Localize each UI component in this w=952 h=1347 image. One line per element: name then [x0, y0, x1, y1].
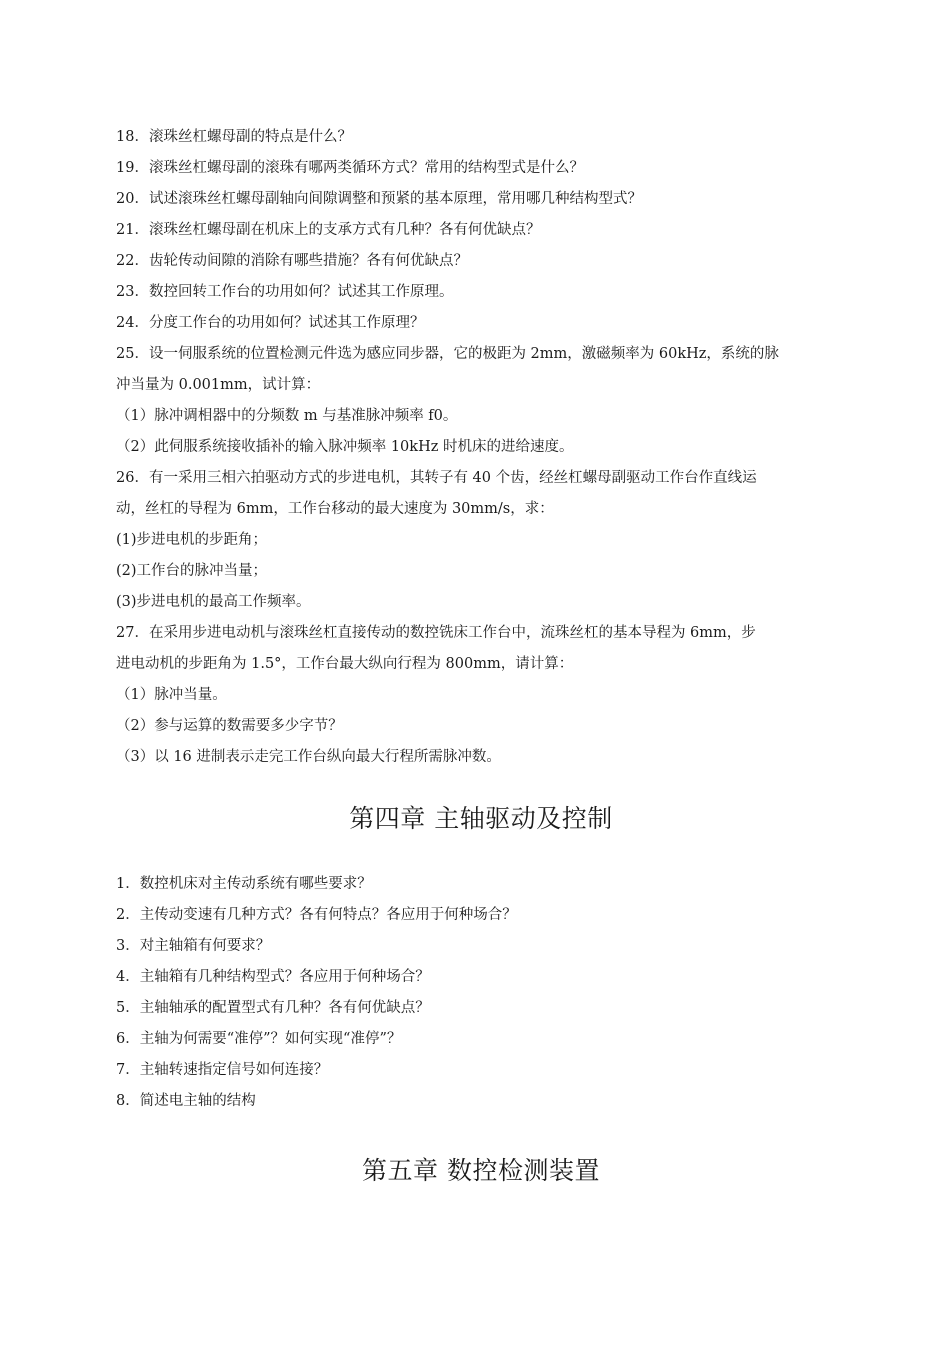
chapter4-question-6: 6．主轴为何需要“准停”？如何实现“准停”？ [116, 1031, 402, 1047]
question-23: 23．数控回转工作台的功用如何？试述其工作原理。 [116, 284, 454, 300]
chapter4-question-8: 8．简述电主轴的结构 [116, 1093, 256, 1109]
question-25-part-1: （1）脉冲调相器中的分频数 m 与基准脉冲频率 f0。 [116, 408, 458, 424]
question-25-part-2: （2）此伺服系统接收插补的输入脉冲频率 10kHz 时机床的进给速度。 [116, 439, 574, 455]
question-20: 20．试述滚珠丝杠螺母副轴向间隙调整和预紧的基本原理，常用哪几种结构型式？ [116, 191, 642, 207]
question-27-part-3: （3）以 16 进制表示走完工作台纵向最大行程所需脉冲数。 [116, 749, 501, 765]
chapter4-question-3: 3．对主轴箱有何要求？ [116, 938, 271, 954]
chapter4-question-7: 7．主轴转速指定信号如何连接？ [116, 1062, 329, 1078]
question-22: 22．齿轮传动间隙的消除有哪些措施？各有何优缺点？ [116, 253, 468, 269]
question-26-line-2: 动，丝杠的导程为 6mm，工作台移动的最大速度为 30mm/s，求： [116, 501, 554, 517]
document-page [116, 122, 846, 1203]
chapter4-question-5: 5．主轴轴承的配置型式有几种？各有何优缺点？ [116, 1000, 430, 1016]
chapter4-title: 第四章 主轴驱动及控制 [349, 804, 613, 833]
question-24: 24．分度工作台的功用如何？试述其工作原理？ [116, 315, 425, 331]
question-26-part-3: (3)步进电机的最高工作频率。 [116, 594, 311, 610]
chapter3-question-list [116, 122, 846, 773]
chapter5-title: 第五章 数控检测装置 [362, 1156, 600, 1185]
chapter4-question-4: 4．主轴箱有几种结构型式？各应用于何种场合？ [116, 969, 430, 985]
question-27-part-2: （2）参与运算的数需要多少字节？ [116, 718, 343, 734]
question-27-part-1: （1）脉冲当量。 [116, 687, 227, 703]
question-25-line-2: 冲当量为 0.001mm，试计算： [116, 377, 321, 393]
question-27-line-2: 进电动机的步距角为 1.5°，工作台最大纵向行程为 800mm，请计算： [116, 656, 574, 672]
chapter4-question-1: 1．数控机床对主传动系统有哪些要求？ [116, 876, 372, 892]
chapter4-question-list [116, 869, 846, 1117]
chapter4-question-2: 2．主传动变速有几种方式？各有何特点？各应用于何种场合？ [116, 907, 517, 923]
question-18: 18．滚珠丝杠螺母副的特点是什么？ [116, 129, 352, 145]
question-26-line-1: 26．有一采用三相六拍驱动方式的步进电机，其转子有 40 个齿，经丝杠螺母副驱动工作台作直线运 [116, 470, 757, 486]
question-25-line-1: 25．设一伺服系统的位置检测元件选为感应同步器，它的极距为 2mm，激磁频率为 60kHz，系统的脉 [116, 346, 779, 362]
question-26-part-1: (1)步进电机的步距角； [116, 532, 268, 548]
question-19: 19．滚珠丝杠螺母副的滚珠有哪两类循环方式？常用的结构型式是什么？ [116, 160, 584, 176]
question-27-line-1: 27．在采用步进电动机与滚珠丝杠直接传动的数控铣床工作台中，流珠丝杠的基本导程为 6mm，步 [116, 625, 756, 641]
question-21: 21．滚珠丝杠螺母副在机床上的支承方式有几种？各有何优缺点？ [116, 222, 541, 238]
question-26-part-2: (2)工作台的脉冲当量； [116, 563, 268, 579]
